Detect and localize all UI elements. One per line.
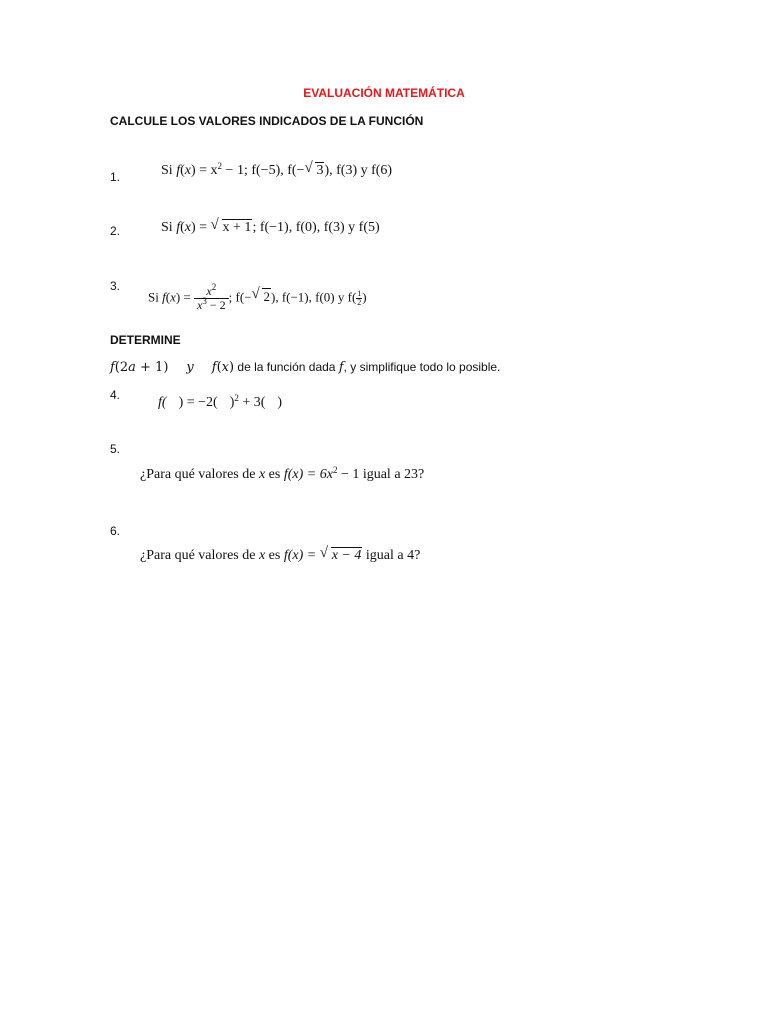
determine-expr-1: 𝑓(2𝑎 + 1) [110,360,169,375]
problem-1-rhs: = x [199,163,218,178]
problem-2-expression: Si f(x) = √ x + 1; f(−1), f(0), f(3) y f(5) [161,217,380,235]
problem-1-expression: Si $f(x) = x^2 - 1$; f(−5), f(− √ 3), f(3) y f(6) [161,160,393,178]
problem-1-number: 1. [110,170,121,184]
problem-1-f: f [176,163,181,178]
problem-1-si: Si [161,163,173,178]
problem-3-number: 3. [110,279,121,293]
page-title: EVALUACIÓN MATEMÁTICA [303,86,465,100]
problem-3-sqrt: √ 2 [251,286,270,305]
problem-2-si: Si [161,220,173,235]
instruction-determine: DETERMINE [110,333,181,347]
problem-3-si: Si [148,289,159,305]
problem-3-expression: Si f(x) = $\frac{x^2}{x^3 - 2}$ ; f(− √ 2), f(−1), f(0) y f( $\frac{1}{2}$ ) [148,282,367,312]
problem-2-number: 2. [110,224,121,238]
problem-1-tail: ; f(−5), f(− [243,163,305,178]
problem-5-question: ¿Para qué valores de x es $f(x) = 6x^2 - 1$ igual a 23? [140,465,425,482]
determine-text-2: , y simplifique todo lo posible. [343,360,501,374]
determine-f-symbol: 𝑓 [338,360,344,375]
problem-2-sqrt: √ x + 1 [210,217,252,235]
determine-instruction-line [110,360,500,375]
problem-1-x: x [184,163,191,178]
problem-4-number: 4. [110,388,121,402]
problem-3-tail1: ; f(− [228,289,252,305]
problem-3-half: $\frac{1}{2}$ [357,289,362,307]
problem-4-expression: f( ) = −2( )$^2$ + 3( ) [158,393,283,410]
problem-1-end: ), f(3) y f(6) [324,163,393,178]
problem-1-minus-one: − 1 [222,163,244,178]
problem-3-fraction: $\frac{x^2}{x^3 - 2}$ [194,285,229,312]
problem-3-tail2: ), f(−1), f(0) y f( [270,289,357,305]
instruction-calculate: CALCULE LOS VALORES INDICADOS DE LA FUNCIÓN [110,114,424,128]
problem-1-sqrt: √ 3 [304,160,324,178]
determine-text-1: de la función dada [234,360,339,374]
problem-6-question: ¿Para qué valores de x es f(x) = √ x − 4 igual a 4? [140,545,421,563]
problem-5-number: 5. [110,442,121,456]
problem-6-number: 6. [110,524,121,538]
problem-2-tail: ; f(−1), f(0), f(3) y f(5) [252,220,380,235]
problem-6-sqrt: √ x − 4 [319,545,362,563]
determine-conj: 𝑦 [186,360,194,375]
problem-1-exp: 2 [217,161,223,171]
determine-expr-2: 𝑓(𝑥) [211,360,235,375]
